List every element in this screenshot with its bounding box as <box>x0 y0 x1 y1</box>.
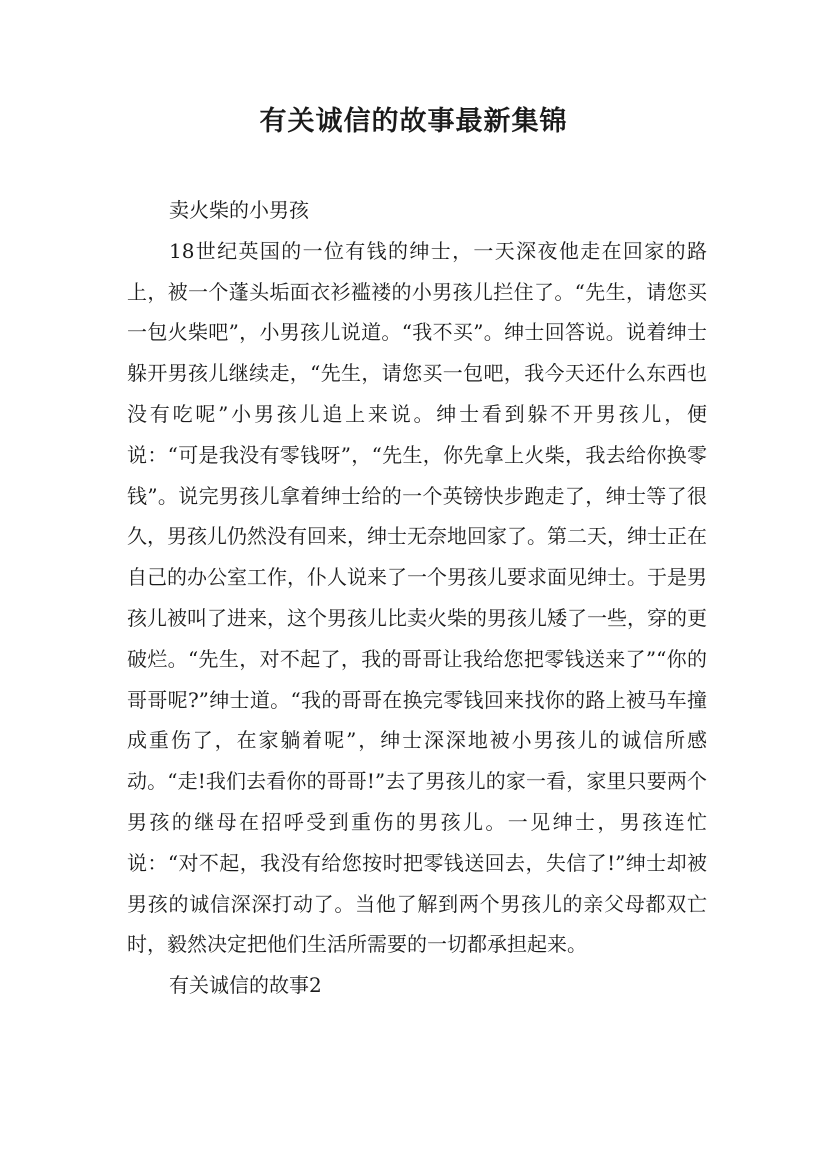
document-title: 有关诚信的故事最新集锦 <box>259 106 568 137</box>
section-heading-match-boy: 卖火柴的小男孩 <box>169 198 309 222</box>
section-heading-story-2: 有关诚信的故事2 <box>169 973 322 998</box>
document-body <box>127 190 707 1006</box>
story-paragraph: 18世纪英国的一位有钱的绅士，一天深夜他走在回家的路上，被一个蓬头垢面衣衫褴褛的小男孩儿拦住了。“先生，请您买一包火柴吧”，小男孩儿说道。“我不买”。绅士回答说。说着绅士躲开男孩儿继续走，“先生，请您买一包吧，我今天还什么东西也没有吃呢”小男孩儿追上来说。绅士看到躲不开男孩儿，便说：“可是我没有零钱呀”，“先生，你先拿上火柴，我去给你换零钱”。说完男孩儿拿着绅士给的一个英镑快步跑走了，绅士等了很久，男孩儿仍然没有回来，绅士无奈地回家了。第二天，绅士正在自己的办公室工作，仆人说来了一个男孩儿要求面见绅士。于是男孩儿被叫了进来，这个男孩儿比卖火柴的男孩儿矮了一些，穿的更破烂。“先生，对不起了，我的哥哥让我给您把零钱送来了”“你的哥哥呢?”绅士道。“我的哥哥在换完零钱回来找你的路上被马车撞成重伤了，在家躺着呢”，绅士深深地被小男孩儿的诚信所感动。“走!我们去看你的哥哥!”去了男孩儿的家一看，家里只要两个男孩的继母在招呼受到重伤的男孩儿。一见绅士，男孩连忙说：“对不起，我没有给您按时把零钱送回去，失信了!”绅士却被男孩的诚信深深打动了。当他了解到两个男孩儿的亲父母都双亡时，毅然决定把他们生活所需要的一切都承担起来。 <box>127 238 707 957</box>
